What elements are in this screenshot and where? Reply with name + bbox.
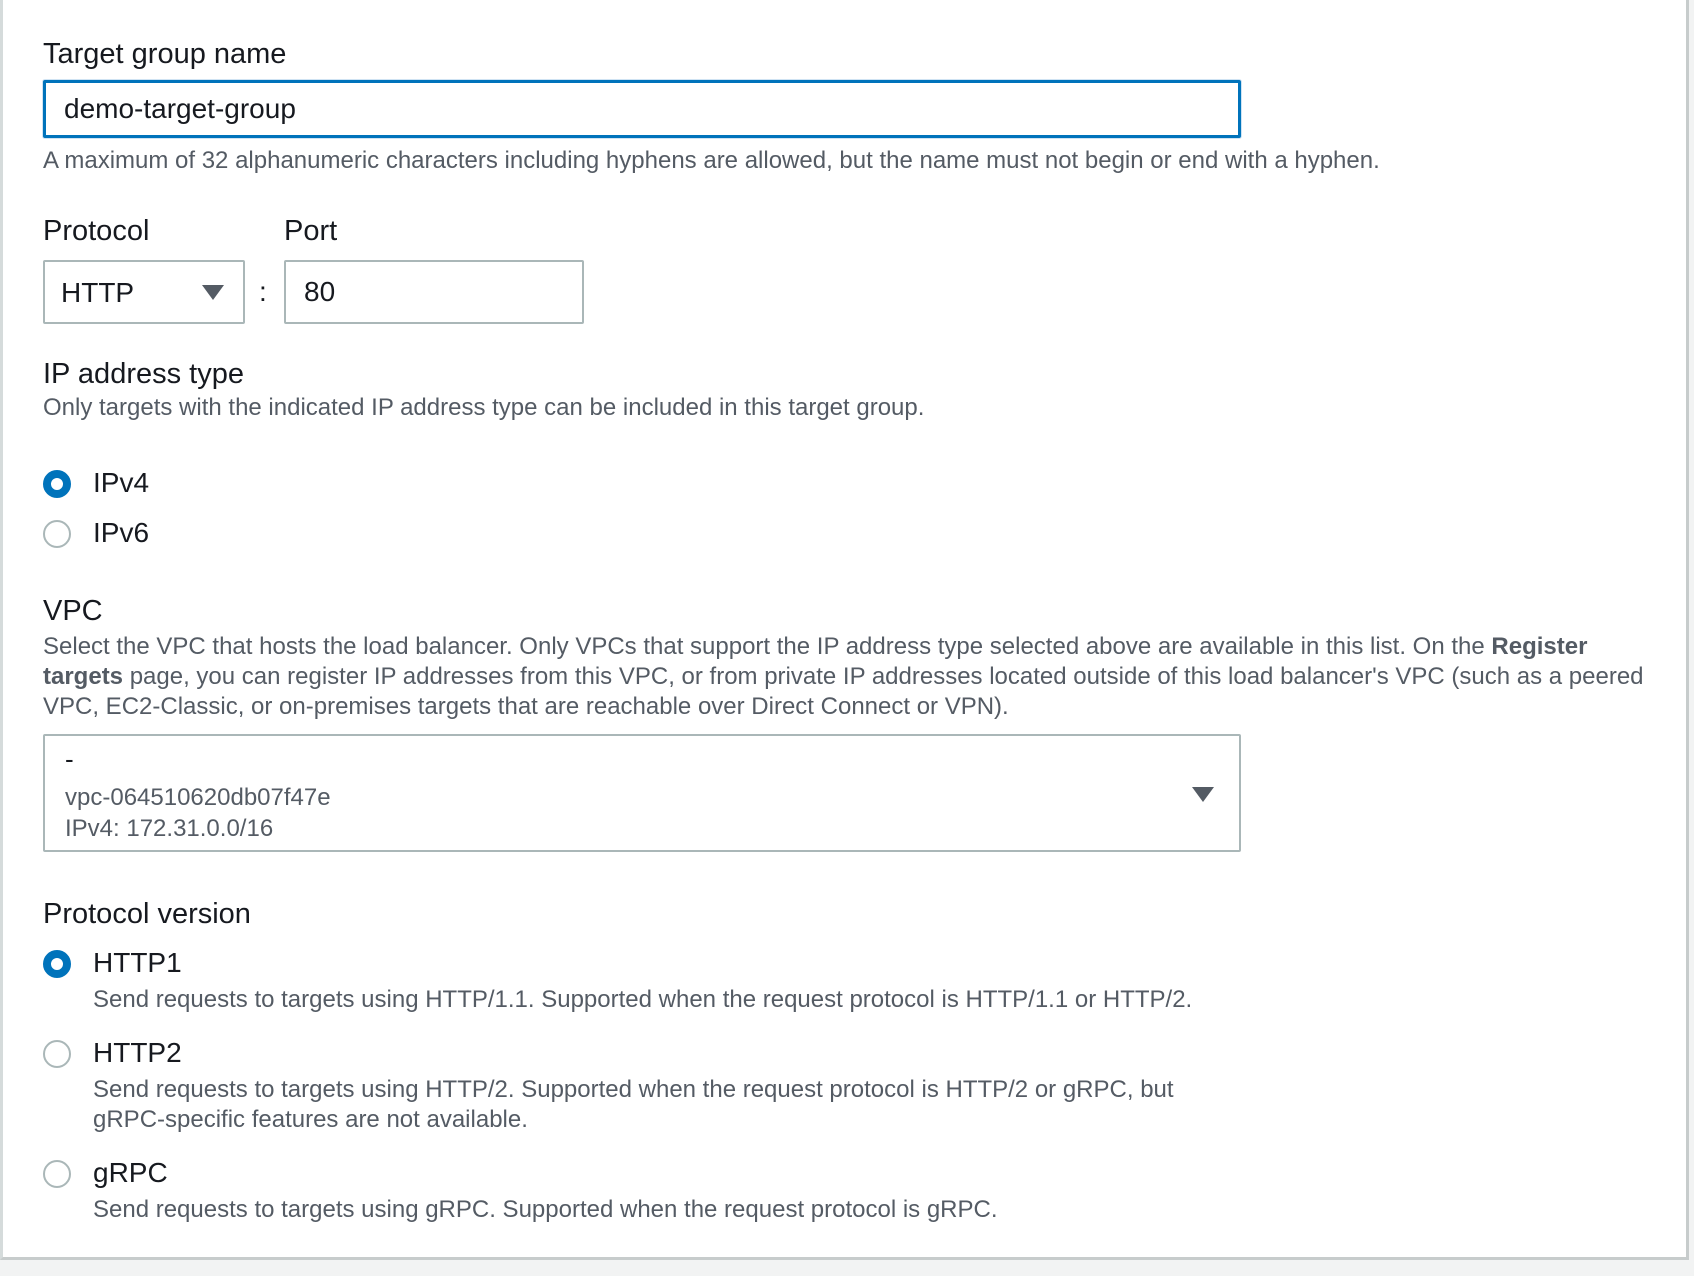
radio-http2[interactable] <box>43 1040 71 1068</box>
radio-http2-label[interactable]: HTTP2 <box>93 1037 182 1068</box>
protocol-select[interactable] <box>43 260 245 324</box>
vpc-description-part1: Select the VPC that hosts the load balancer. Only VPCs that support the IP address type selected above are available in this list. On the <box>43 633 1492 660</box>
radio-ipv6-label[interactable]: IPv6 <box>93 517 150 548</box>
port-input[interactable] <box>284 260 584 324</box>
ip-address-type-description: Only targets with the indicated IP address type can be included in this target group. <box>43 394 925 421</box>
radio-ipv6[interactable] <box>43 520 71 548</box>
protocol-version-label: Protocol version <box>43 898 251 930</box>
radio-grpc-description: Send requests to targets using gRPC. Supported when the request protocol is gRPC. <box>93 1196 998 1223</box>
radio-http1-description: Send requests to targets using HTTP/1.1. Supported when the request protocol is HTTP/1.1 or HTTP/2. <box>93 986 1193 1013</box>
vpc-description-part2: page, you can register IP addresses from this VPC, or from private IP addresses located outside of this load balancer's VPC (such as a peered VPC, EC2-Classic, or on-premises targets that are reachable over Direct Connect or VPN). <box>43 663 1644 720</box>
target-group-name-label: Target group name <box>43 38 287 70</box>
radio-ipv4[interactable] <box>43 470 71 498</box>
vpc-select-id: vpc-064510620db07f47e <box>65 784 331 811</box>
caret-down-icon <box>1192 787 1214 802</box>
radio-ipv4-label[interactable]: IPv4 <box>93 467 150 498</box>
vpc-select[interactable] <box>43 734 1241 852</box>
vpc-select-cidr: IPv4: 172.31.0.0/16 <box>65 815 274 842</box>
radio-grpc[interactable] <box>43 1160 71 1188</box>
register-targets-keyword: Register targets <box>43 633 1588 690</box>
radio-http1-label[interactable]: HTTP1 <box>93 947 182 978</box>
ip-address-type-label: IP address type <box>43 358 244 390</box>
port-label: Port <box>284 215 338 247</box>
target-group-name-input[interactable] <box>43 80 1241 138</box>
vpc-description <box>43 632 1663 722</box>
port-separator: : <box>259 276 267 307</box>
protocol-select-value: HTTP <box>61 277 135 308</box>
target-group-name-hint: A maximum of 32 alphanumeric characters including hyphens are allowed, but the name must not begin or end with a hyphen. <box>43 147 1380 174</box>
protocol-label: Protocol <box>43 215 150 247</box>
vpc-label: VPC <box>43 595 103 627</box>
radio-http1[interactable] <box>43 950 71 978</box>
vpc-select-name: - <box>65 744 74 774</box>
caret-down-icon <box>202 285 224 300</box>
radio-grpc-label[interactable]: gRPC <box>93 1157 168 1188</box>
radio-http2-description: Send requests to targets using HTTP/2. Supported when the request protocol is HTTP/2 or gRPC, but gRPC-specific features are not available. <box>93 1076 1174 1133</box>
